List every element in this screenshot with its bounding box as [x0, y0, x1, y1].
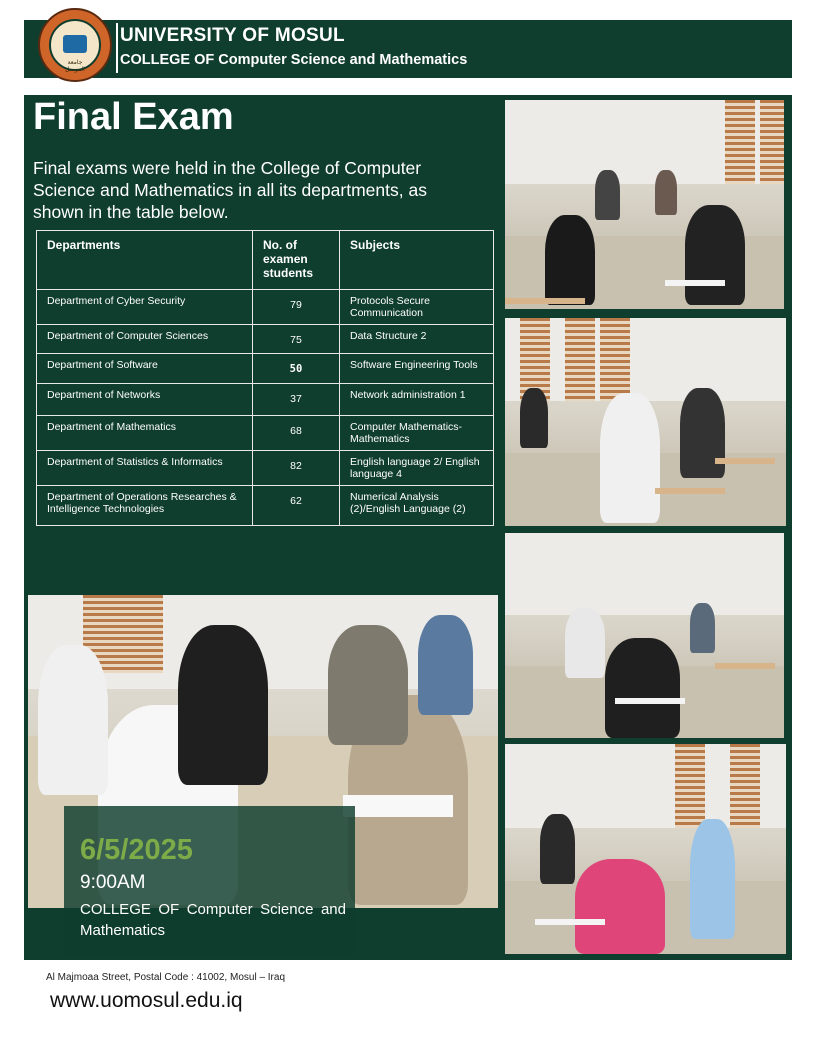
window-blind — [725, 100, 755, 184]
cell-subject: Data Structure 2 — [340, 325, 494, 354]
header-divider — [116, 23, 118, 73]
event-time: 9:00AM — [80, 872, 146, 893]
student-figure — [418, 615, 473, 715]
footer-address: Al Majmoaa Street, Postal Code : 41002, Mosul – Iraq — [46, 972, 286, 983]
student-figure — [545, 215, 595, 305]
desk — [615, 698, 685, 704]
window-blind — [760, 100, 784, 184]
event-date: 6/5/2025 — [80, 834, 193, 866]
book-icon — [63, 35, 87, 53]
window-blind — [730, 744, 760, 828]
student-figure — [600, 393, 660, 523]
exam-paper — [343, 795, 453, 817]
exam-hall-photo-1 — [505, 100, 784, 309]
exam-hall-photo-2 — [505, 318, 786, 526]
page-title: Final Exam — [33, 96, 234, 138]
logo-text: جامعة الموصل — [65, 59, 85, 73]
student-figure — [685, 205, 745, 305]
cell-department: Department of Cyber Security — [37, 290, 253, 325]
cell-subject: English language 2/ English language 4 — [340, 451, 494, 486]
window-blind — [675, 744, 705, 828]
cell-subject: Network administration 1 — [340, 384, 494, 416]
cell-students: 82 — [253, 451, 340, 486]
exam-hall-photo-4 — [505, 744, 786, 954]
student-figure — [575, 859, 665, 954]
student-figure — [690, 603, 715, 653]
student-figure — [655, 170, 677, 215]
table-row — [37, 451, 494, 486]
cell-department: Department of Statistics & Informatics — [37, 451, 253, 486]
exam-table — [36, 230, 494, 526]
header-departments: Departments — [37, 231, 253, 290]
table-row — [37, 416, 494, 451]
student-figure — [38, 645, 108, 795]
cell-subject: Computer Mathematics- Mathematics — [340, 416, 494, 451]
photo-wall — [505, 533, 784, 615]
window-blind — [600, 318, 630, 401]
event-venue: COLLEGE OF Computer Science and Mathematics — [80, 901, 346, 939]
header-subjects: Subjects — [340, 231, 494, 290]
cell-department: Department of Operations Researches & Intelligence Technologies — [37, 486, 253, 526]
desk — [535, 919, 605, 925]
cell-students: 79 — [253, 290, 340, 325]
university-logo — [38, 8, 112, 82]
cell-department: Department of Networks — [37, 384, 253, 416]
student-figure — [328, 625, 408, 745]
desk — [655, 488, 725, 494]
table-header-row — [37, 231, 494, 290]
logo-seal — [49, 19, 101, 71]
cell-department: Department of Software — [37, 354, 253, 384]
table-row — [37, 384, 494, 416]
cell-department: Department of Computer Sciences — [37, 325, 253, 354]
window-blind — [565, 318, 595, 401]
cell-students: 75 — [253, 325, 340, 354]
student-figure — [565, 608, 605, 678]
student-figure — [605, 638, 680, 738]
footer-website-link[interactable]: www.uomosul.edu.iq — [50, 989, 243, 1012]
student-figure — [595, 170, 620, 220]
university-name: UNIVERSITY OF MOSUL — [120, 25, 345, 46]
student-figure — [178, 625, 268, 785]
cell-department: Department of Mathematics — [37, 416, 253, 451]
cell-students: 37 — [253, 384, 340, 416]
student-figure — [680, 388, 725, 478]
desk — [715, 458, 775, 464]
exam-hall-photo-3 — [505, 533, 784, 738]
table-row — [37, 486, 494, 526]
intro-text: Final exams were held in the College of Computer Science and Mathematics in all its departments, as shown in the table below. — [33, 158, 427, 222]
table-row — [37, 325, 494, 354]
desk — [715, 663, 775, 669]
student-figure — [540, 814, 575, 884]
table-row — [37, 354, 494, 384]
cell-subject: Software Engineering Tools — [340, 354, 494, 384]
cell-students: 62 — [253, 486, 340, 526]
student-figure — [520, 388, 548, 448]
header-students: No. of examen students — [253, 231, 340, 290]
table-row — [37, 290, 494, 325]
desk — [505, 298, 585, 304]
cell-students: 50 — [253, 354, 340, 384]
cell-subject: Protocols Secure Communication — [340, 290, 494, 325]
student-figure — [690, 819, 735, 939]
desk — [665, 280, 725, 286]
cell-subject: Numerical Analysis (2)/English Language (2) — [340, 486, 494, 526]
cell-students: 68 — [253, 416, 340, 451]
college-name: COLLEGE OF Computer Science and Mathematics — [120, 52, 468, 68]
